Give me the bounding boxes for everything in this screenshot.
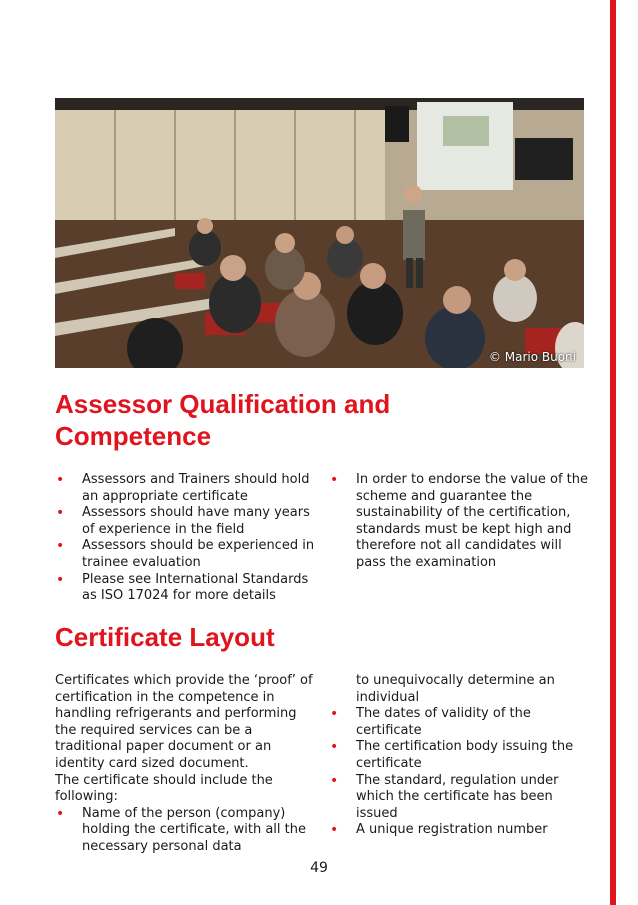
list-item: • The certification body issuing the certificate <box>329 739 594 772</box>
list-item: • A unique registration number <box>329 822 594 839</box>
certificate-right-column <box>329 673 594 839</box>
seminar-photo-illustration <box>55 98 584 368</box>
certificate-left-list <box>55 806 317 856</box>
certificate-lead-text: The certificate should include the following: <box>55 772 273 805</box>
list-item: • Please see International Standards as ISO 17024 for more details <box>55 572 315 605</box>
list-item: • Assessors should be experienced in trainee evaluation <box>55 538 315 571</box>
certificate-right-list <box>329 706 594 839</box>
certificate-intro-paragraph: Certificates which provide the ‘proof’ of certification in the competence in handling refrigerants and performing the required services can be a traditional paper document or an identity card sized document. <box>55 673 313 771</box>
certificate-left-column <box>55 673 317 856</box>
side-accent-bar <box>610 0 616 905</box>
list-item: • Name of the person (company) holding the certificate, with all the necessary personal data <box>55 806 317 856</box>
list-item: • In order to endorse the value of the scheme and guarantee the sustainability of the certification, standards must be kept high and therefore not all candidates will pass the examination <box>329 472 594 572</box>
page-number: 49 <box>310 860 328 876</box>
seminar-photo <box>55 98 584 368</box>
assessor-left-list <box>55 472 315 605</box>
assessor-left-column <box>55 472 315 605</box>
list-item: • Assessors and Trainers should hold an appropriate certificate <box>55 472 315 505</box>
list-item: • The standard, regulation under which the certificate has been issued <box>329 773 594 823</box>
section-title-assessor: Assessor Qualification and Competence <box>55 389 391 451</box>
section-title-certificate-layout: Certificate Layout <box>55 622 275 652</box>
assessor-right-column <box>329 472 594 572</box>
bullet-continuation: to unequivocally determine an individual <box>356 673 555 705</box>
list-item: • Assessors should have many years of experience in the field <box>55 505 315 538</box>
list-item: • The dates of validity of the certificate <box>329 706 594 739</box>
photo-credit: © Mario Buoni <box>488 350 576 364</box>
assessor-right-list <box>329 472 594 572</box>
